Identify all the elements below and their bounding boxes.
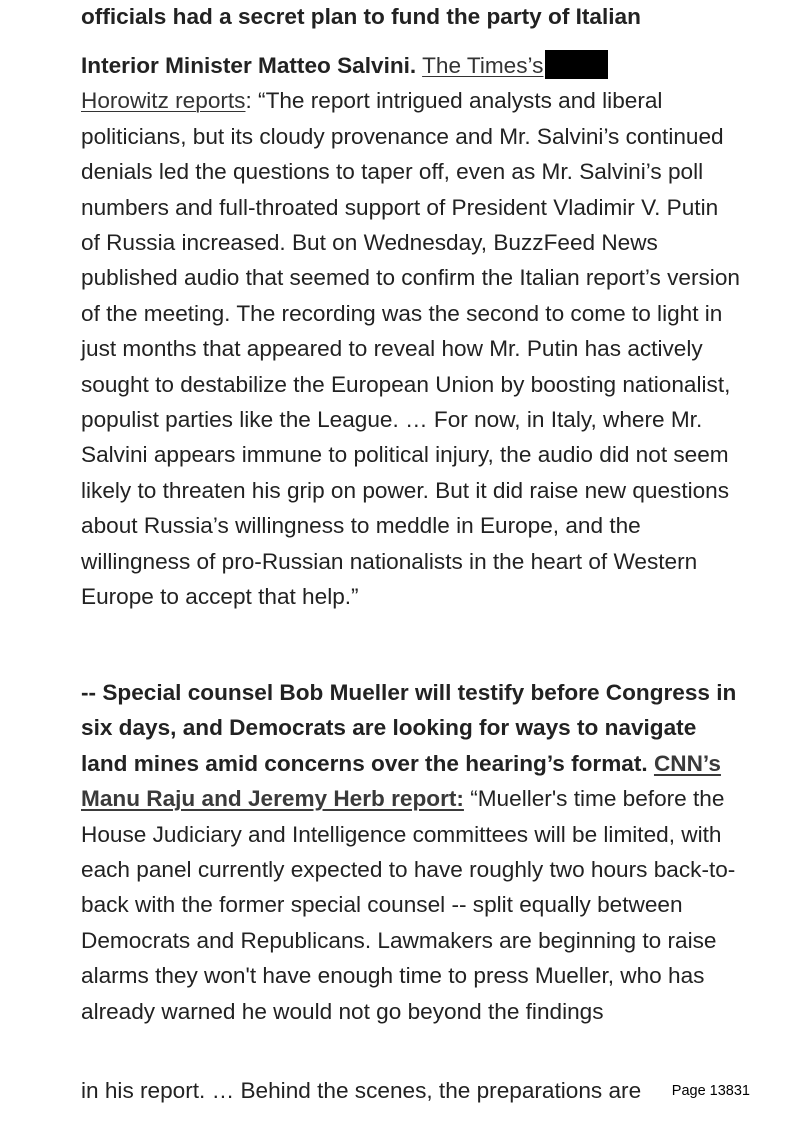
cnn-report-link[interactable]: CNN’s Manu Raju and Jeremy Herb report: xyxy=(81,750,721,812)
cut-off-top-text: officials had a secret plan to fund the party of Italian xyxy=(81,4,641,29)
paragraph-mueller xyxy=(81,675,741,1029)
redaction-box xyxy=(545,50,608,79)
paragraph-lead-salvini: Interior Minister Matteo Salvini. xyxy=(81,53,417,78)
cut-off-bottom-text: in his report. … Behind the scenes, the preparations are xyxy=(81,1078,642,1103)
cut-off-top-line xyxy=(81,4,721,34)
page-number: Page 13831 xyxy=(671,1083,750,1099)
paragraph-lead-mueller: -- Special counsel Bob Mueller will testify before Congress in six days, and Democrats are looking for ways to navigate land mines amid concerns over the hearing’s format. xyxy=(81,680,737,776)
paragraph-body-salvini: : “The report intrigued analysts and liberal politicians, but its cloudy provenance and Mr. Salvini’s continued denials led the questions to taper off, even as Mr. Salvini’s poll numbers and full-throated support of President Vladimir V. Putin of Russia increased. But on Wednesday, BuzzFeed News published audio that seemed to confirm the Italian report’s version of the meeting. The recording was the second to come to light in just months that appeared to reveal how Mr. Putin has actively sought to destabilize the European Union by boosting nationalist, populist parties like the League. … For now, in Italy, where Mr. Salvini appears immune to political injury, the audio did not seem likely to threaten his grip on power. But it did raise new questions about Russia’s willingness to meddle in Europe, and the willingness of pro-Russian nationalists in the heart of Western Europe to accept that help.” xyxy=(81,88,740,610)
paragraph-salvini xyxy=(81,48,741,615)
times-link-text-a: The Times’s xyxy=(422,53,544,78)
times-link-text-b: Horowitz reports xyxy=(81,88,246,114)
paragraph-body-mueller: “Mueller's time before the House Judiciary and Intelligence committees will be limited, with each panel currently expected to have roughly two hours back-to-back with the former special counsel -- split equally between Democrats and Republicans. Lawmakers are beginning to raise alarms they won't have enough time to press Mueller, who has already warned he would not go beyond the findings xyxy=(81,786,736,1024)
